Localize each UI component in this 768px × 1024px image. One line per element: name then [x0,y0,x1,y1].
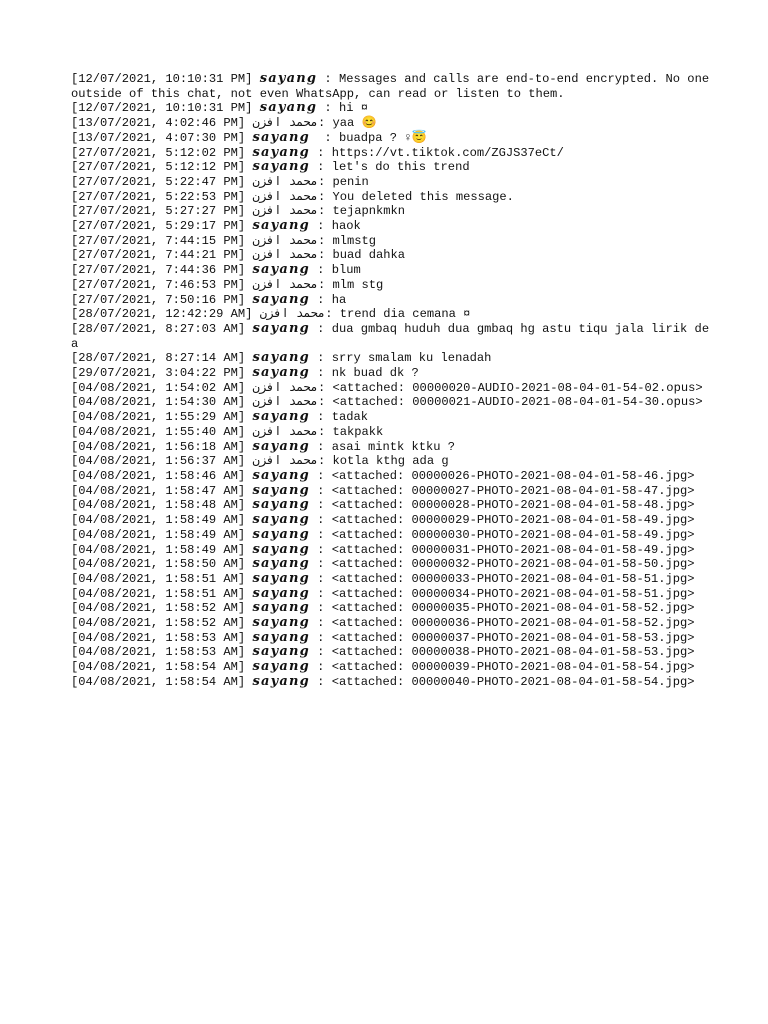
chat-message [71,278,711,293]
message-timestamp: [12/07/2021, 10:10:31 PM] [71,72,260,86]
message-separator: : [317,454,333,469]
message-sender: 𝒔𝒂𝒚𝒂𝒏𝒈 [252,497,310,513]
message-sender: 𝒔𝒂𝒚𝒂𝒏𝒈 [252,438,310,454]
message-sender: 𝒔𝒂𝒚𝒂𝒏𝒈 [252,629,310,645]
message-text: dua gmbaq huduh dua gmbaq hg astu tiqu jala lirik dea [71,321,710,351]
message-timestamp: [13/07/2021, 4:02:46 PM] [71,116,253,131]
message-timestamp: [04/08/2021, 1:58:46 AM] [71,468,253,483]
message-text: <attached: 00000038-PHOTO-2021-08-04-01-58-53.jpg> [331,645,695,660]
chat-message [71,146,711,161]
chat-message [71,675,711,690]
message-separator: : [309,557,332,572]
message-sender: محمد افزن [252,380,318,395]
message-text: mlm stg [332,277,384,292]
message-timestamp: [28/07/2021, 12:42:29 AM] [71,307,260,322]
message-separator: : [309,660,332,675]
message-sender: 𝒔𝒂𝒚𝒂𝒏𝒈 [252,570,310,586]
chat-message [71,293,711,308]
chat-message [71,557,711,572]
message-text: mlmstg [332,233,377,248]
chat-message [71,469,711,484]
message-timestamp: [27/07/2021, 7:46:53 PM] [71,277,253,292]
message-text: https://vt.tiktok.com/ZGJS37eCt/ [331,145,564,160]
chat-message [71,322,711,351]
message-timestamp: [27/07/2021, 5:27:27 PM] [71,204,253,219]
message-timestamp: [04/08/2021, 1:58:47 AM] [71,483,253,498]
message-timestamp: [04/08/2021, 1:58:49 AM] [71,527,253,542]
message-sender: 𝒔𝒂𝒚𝒂𝒏𝒈 [252,129,310,145]
message-separator: : [309,263,332,278]
message-sender: محمد افزن [252,395,318,410]
message-separator: : [325,307,340,322]
message-separator: : [317,189,333,204]
message-separator: : [309,483,332,498]
message-timestamp: [04/08/2021, 1:58:54 AM] [71,660,253,675]
message-text: asai mintk ktku ? [331,439,456,454]
message-sender: 𝒔𝒂𝒚𝒂𝒏𝒈 [259,71,318,86]
message-text: <attached: 00000039-PHOTO-2021-08-04-01-58-54.jpg> [331,660,695,675]
chat-message [71,395,711,410]
message-separator: : [317,72,339,86]
chat-message [71,425,711,440]
chat-message [71,71,717,101]
chat-message [71,234,711,249]
message-text: <attached: 00000034-PHOTO-2021-08-04-01-58-51.jpg> [331,586,695,601]
message-text: You deleted this message. [332,189,514,204]
message-separator: : [309,586,332,601]
message-timestamp: [27/07/2021, 7:44:36 PM] [71,263,253,278]
message-sender: 𝒔𝒂𝒚𝒂𝒏𝒈 [259,100,318,116]
message-text: <attached: 00000036-PHOTO-2021-08-04-01-58-52.jpg> [331,616,695,631]
message-timestamp: [04/08/2021, 1:58:48 AM] [71,498,253,513]
message-sender: 𝒔𝒂𝒚𝒂𝒏𝒈 [252,512,310,528]
chat-message [71,190,711,205]
chat-message [71,587,711,602]
chat-message [71,381,711,396]
message-separator: : [317,101,339,116]
message-sender: محمد افزن [252,248,318,263]
message-text: <attached: 00000032-PHOTO-2021-08-04-01-58-50.jpg> [331,557,695,572]
message-separator: : [309,321,332,336]
chat-message [71,498,711,513]
message-separator: : [309,468,332,483]
message-separator: : [309,674,332,689]
message-text: srry smalam ku lenadah [331,351,492,366]
message-sender: محمد افزن [252,174,318,189]
message-timestamp: [04/08/2021, 1:58:49 AM] [71,542,253,557]
message-separator: : [317,204,333,219]
chat-message [71,366,711,381]
message-sender: محمد افزن [252,204,318,219]
message-sender: محمد افزن [252,116,318,131]
message-separator: : [317,395,333,410]
chat-message [71,454,711,469]
message-separator: : [309,145,332,160]
message-text: <attached: 00000033-PHOTO-2021-08-04-01-58-51.jpg> [331,571,695,586]
message-text: hi ¤ [338,101,368,116]
message-separator: : [309,160,332,175]
chat-message [71,601,711,616]
message-sender: 𝒔𝒂𝒚𝒂𝒏𝒈 [252,673,310,689]
chat-message [71,616,711,631]
message-separator: : [309,527,332,542]
message-sender: محمد افزن [252,277,318,292]
message-text: haok [331,219,361,234]
message-text: <attached: 00000027-PHOTO-2021-08-04-01-58-47.jpg> [331,483,695,498]
chat-message [71,351,711,366]
message-separator: : [309,130,339,145]
chat-message [71,101,711,116]
message-sender: 𝒔𝒂𝒚𝒂𝒏𝒈 [252,482,310,498]
message-text: <attached: 00000020-AUDIO-2021-08-04-01-54-02.opus> [332,380,703,395]
message-separator: : [317,424,333,439]
message-separator: : [309,366,332,381]
message-text: buadpa ? ♀😇 [338,130,427,145]
message-timestamp: [04/08/2021, 1:58:51 AM] [71,586,253,601]
message-timestamp: [27/07/2021, 7:44:15 PM] [71,233,253,248]
message-sender: 𝒔𝒂𝒚𝒂𝒏𝒈 [252,159,310,175]
message-text: <attached: 00000026-PHOTO-2021-08-04-01-58-46.jpg> [331,468,695,483]
message-separator: : [309,292,332,307]
message-text: <attached: 00000021-AUDIO-2021-08-04-01-54-30.opus> [332,395,703,410]
message-sender: محمد افزن [252,454,318,469]
message-separator: : [317,116,333,131]
message-separator: : [317,233,333,248]
message-separator: : [317,174,333,189]
message-sender: 𝒔𝒂𝒚𝒂𝒏𝒈 [252,600,310,616]
message-text: <attached: 00000029-PHOTO-2021-08-04-01-58-49.jpg> [331,513,695,528]
message-timestamp: [27/07/2021, 7:50:16 PM] [71,292,253,307]
message-separator: : [309,645,332,660]
message-sender: 𝒔𝒂𝒚𝒂𝒏𝒈 [252,659,310,675]
message-timestamp: [28/07/2021, 8:27:14 AM] [71,351,253,366]
message-text: kotla kthg ada g [332,454,449,469]
message-timestamp: [27/07/2021, 5:22:47 PM] [71,174,253,189]
message-sender: 𝒔𝒂𝒚𝒂𝒏𝒈 [252,541,310,557]
message-timestamp: [04/08/2021, 1:55:29 AM] [71,410,253,425]
chat-message [71,484,711,499]
message-sender: 𝒔𝒂𝒚𝒂𝒏𝒈 [252,467,310,483]
chat-message [71,219,711,234]
message-timestamp: [13/07/2021, 4:07:30 PM] [71,130,253,145]
message-text: <attached: 00000031-PHOTO-2021-08-04-01-58-49.jpg> [331,542,695,557]
message-separator: : [317,277,333,292]
chat-message [71,440,711,455]
message-separator: : [309,616,332,631]
chat-message [71,645,711,660]
message-sender: 𝒔𝒂𝒚𝒂𝒏𝒈 [252,644,310,660]
message-text: buad dahka [332,248,406,263]
message-text: takpakk [332,424,384,439]
message-separator: : [309,219,332,234]
message-timestamp: [27/07/2021, 5:22:53 PM] [71,189,253,204]
message-timestamp: [04/08/2021, 1:58:51 AM] [71,571,253,586]
message-sender: 𝒔𝒂𝒚𝒂𝒏𝒈 [252,218,310,234]
message-timestamp: [04/08/2021, 1:58:52 AM] [71,616,253,631]
message-sender: 𝒔𝒂𝒚𝒂𝒏𝒈 [252,585,310,601]
message-separator: : [309,571,332,586]
message-timestamp: [04/08/2021, 1:58:50 AM] [71,557,253,572]
chat-message [71,307,711,322]
chat-message [71,543,711,558]
message-sender: 𝒔𝒂𝒚𝒂𝒏𝒈 [252,262,310,278]
message-separator: : [309,439,332,454]
message-separator: : [309,542,332,557]
message-timestamp: [04/08/2021, 1:56:18 AM] [71,439,253,454]
message-timestamp: [04/08/2021, 1:55:40 AM] [71,424,253,439]
message-timestamp: [04/08/2021, 1:58:53 AM] [71,630,253,645]
chat-message [71,410,711,425]
message-separator: : [309,513,332,528]
chat-message [71,631,711,646]
message-timestamp: [04/08/2021, 1:58:54 AM] [71,674,253,689]
chat-message [71,116,711,131]
message-separator: : [317,248,333,263]
message-separator: : [309,410,332,425]
chat-message [71,175,711,190]
message-text: let's do this trend [331,160,470,175]
chat-message [71,572,711,587]
chat-log [71,71,717,690]
message-timestamp: [29/07/2021, 3:04:22 PM] [71,366,253,381]
message-sender: 𝒔𝒂𝒚𝒂𝒏𝒈 [252,291,310,307]
message-text: nk buad dk ? [331,366,419,381]
message-sender: محمد افزن [252,424,318,439]
message-sender: محمد افزن [252,189,318,204]
chat-message [71,528,711,543]
message-text: ha [331,292,347,307]
message-text: trend dia cemana ¤ [339,307,471,322]
message-text: tadak [331,410,368,425]
message-text: yaa 😊 [332,116,377,131]
message-sender: 𝒔𝒂𝒚𝒂𝒏𝒈 [252,365,310,381]
message-timestamp: [27/07/2021, 5:12:02 PM] [71,145,253,160]
message-timestamp: [04/08/2021, 1:54:02 AM] [71,380,253,395]
chat-message [71,263,711,278]
message-sender: 𝒔𝒂𝒚𝒂𝒏𝒈 [252,320,310,336]
message-timestamp: [04/08/2021, 1:58:49 AM] [71,513,253,528]
message-sender: 𝒔𝒂𝒚𝒂𝒏𝒈 [252,556,310,572]
message-sender: محمد افزن [252,233,318,248]
message-timestamp: [12/07/2021, 10:10:31 PM] [71,101,260,116]
message-timestamp: [27/07/2021, 7:44:21 PM] [71,248,253,263]
chat-message [71,248,711,263]
message-separator: : [309,601,332,616]
message-timestamp: [04/08/2021, 1:54:30 AM] [71,395,253,410]
chat-message [71,160,711,175]
message-timestamp: [04/08/2021, 1:58:53 AM] [71,645,253,660]
message-text: tejapnkmkn [332,204,406,219]
message-sender: 𝒔𝒂𝒚𝒂𝒏𝒈 [252,526,310,542]
chat-message [71,204,711,219]
message-text: <attached: 00000040-PHOTO-2021-08-04-01-58-54.jpg> [331,674,695,689]
message-sender: 𝒔𝒂𝒚𝒂𝒏𝒈 [252,409,310,425]
message-text: penin [332,174,369,189]
message-separator: : [317,380,333,395]
message-separator: : [309,351,332,366]
message-timestamp: [27/07/2021, 5:29:17 PM] [71,219,253,234]
message-text: <attached: 00000037-PHOTO-2021-08-04-01-58-53.jpg> [331,630,695,645]
message-timestamp: [04/08/2021, 1:56:37 AM] [71,454,253,469]
message-separator: : [309,498,332,513]
message-sender: 𝒔𝒂𝒚𝒂𝒏𝒈 [252,350,310,366]
message-text: <attached: 00000028-PHOTO-2021-08-04-01-58-48.jpg> [331,498,695,513]
chat-message [71,131,711,146]
message-separator: : [309,630,332,645]
chat-message [71,513,711,528]
chat-message [71,660,711,675]
message-text: <attached: 00000030-PHOTO-2021-08-04-01-58-49.jpg> [331,527,695,542]
message-timestamp: [28/07/2021, 8:27:03 AM] [71,321,253,336]
message-timestamp: [27/07/2021, 5:12:12 PM] [71,160,253,175]
message-text: blum [331,263,361,278]
message-text: Messages and calls are end-to-end encrypted. No one outside of this chat, not even WhatsApp, can read or listen to them. [71,72,717,101]
message-timestamp: [04/08/2021, 1:58:52 AM] [71,601,253,616]
message-sender: 𝒔𝒂𝒚𝒂𝒏𝒈 [252,615,310,631]
message-sender: 𝒔𝒂𝒚𝒂𝒏𝒈 [252,144,310,160]
message-text: <attached: 00000035-PHOTO-2021-08-04-01-58-52.jpg> [331,601,695,616]
message-sender: محمد افزن [259,307,326,322]
